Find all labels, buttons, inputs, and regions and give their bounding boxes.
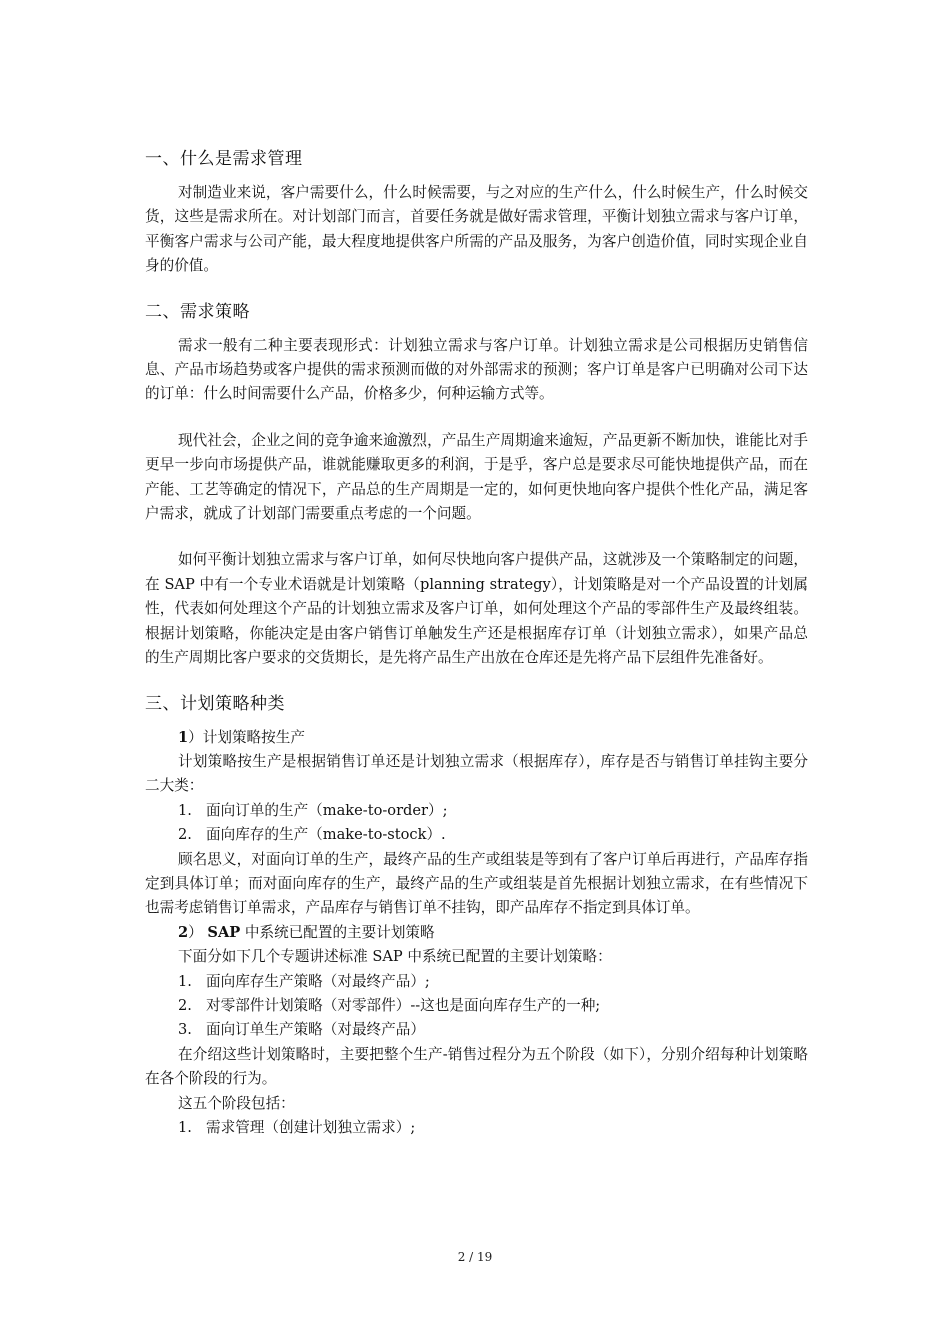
subsection-paren: ） bbox=[188, 923, 203, 941]
page-number: 2 / 19 bbox=[457, 1250, 493, 1264]
list-number: 1. bbox=[178, 801, 192, 819]
paragraph: 需求一般有二种主要表现形式：计划独立需求与客户订单。计划独立需求是公司根据历史销售信息、产品市场趋势或客户提供的需求预测而做的对外部需求的预测；客户订单是客户已明确对公司下达的订单：什么时间需要什么产品，价格多少，何种运输方式等。 bbox=[145, 336, 808, 403]
paragraph: 在介绍这些计划策略时，主要把整个生产-销售过程分为五个阶段（如下），分别介绍每种计划策略在各个阶段的行为。 bbox=[145, 1045, 808, 1088]
subsection-heading-1 bbox=[145, 726, 808, 750]
list-number: 1. bbox=[178, 1119, 192, 1136]
paragraph: 现代社会，企业之间的竞争逾来逾激烈，产品生产周期逾来逾短，产品更新不断加快，谁能比对手更早一步向市场提供产品，谁就能赚取更多的利润，于是乎，客户总是要求尽可能快地提供产品，而在产能、工艺等确定的情况下，产品总的生产周期是一定的，如何更快地向客户提供个性化产品，满足客户需求，就成了计划部门需要重点考虑的一个问题。 bbox=[145, 431, 808, 523]
list-text: 面向库存生产策略（对最终产品）; bbox=[206, 972, 430, 990]
list-text: 面向订单的生产（make-to-order）; bbox=[206, 801, 448, 819]
paragraph: 这五个阶段包括： bbox=[178, 1094, 295, 1112]
page-content bbox=[145, 146, 808, 1140]
section-heading-2: 二、需求策略 bbox=[145, 301, 250, 322]
list-number: 1. bbox=[178, 972, 192, 990]
paragraph: 下面分如下几个专题讲述标准 SAP 中系统已配置的主要计划策略： bbox=[178, 948, 612, 966]
paragraph: 顾名思义，对面向订单的生产，最终产品的生产或组装是等到有了客户订单后再进行，产品库存指定到具体订单；而对面向库存的生产，最终产品的生产或组装是首先根据计划独立需求，在有些情况下也需考虑销售订单需求，产品库存与销售订单不挂钩，即产品库存不指定到具体订单。 bbox=[145, 850, 808, 917]
list-item bbox=[145, 994, 808, 1018]
list-item bbox=[145, 1018, 808, 1042]
list-item bbox=[145, 823, 808, 847]
subsection-title: 中系统已配置的主要计划策略 bbox=[244, 923, 435, 941]
list-text: 面向库存的生产（make-to-stock）. bbox=[206, 826, 446, 844]
list-text: 需求管理（创建计划独立需求）; bbox=[206, 1119, 416, 1136]
paragraph: 对制造业来说，客户需要什么，什么时候需要，与之对应的生产什么，什么时候生产，什么时候交货，这些是需求所在。对计划部门而言，首要任务就是做好需求管理，平衡计划独立需求与客户订单，平衡客户需求与公司产能，最大程度地提供客户所需的产品及服务，为客户创造价值，同时实现企业自身的价值。 bbox=[145, 184, 808, 275]
list-number: 2. bbox=[178, 826, 192, 844]
subsection-title: ）计划策略按生产 bbox=[188, 728, 305, 746]
list-text: 面向订单生产策略（对最终产品） bbox=[206, 1021, 425, 1039]
list-item bbox=[145, 1116, 808, 1140]
subsection-sap: SAP bbox=[207, 923, 241, 941]
list-number: 2. bbox=[178, 996, 192, 1014]
list-text: 对零部件计划策略（对零部件）--这也是面向库存生产的一种; bbox=[206, 996, 601, 1014]
list-item bbox=[145, 970, 808, 994]
list-number: 3. bbox=[178, 1021, 192, 1039]
section-heading-1: 一、什么是需求管理 bbox=[145, 149, 303, 169]
subsection-number: 1 bbox=[178, 728, 189, 746]
subsection-number: 2 bbox=[178, 923, 189, 941]
paragraph: 计划策略按生产是根据销售订单还是计划独立需求（根据库存），库存是否与销售订单挂钩主要分二大类： bbox=[145, 752, 808, 795]
subsection-heading-2 bbox=[145, 921, 808, 945]
section-heading-3: 三、计划策略种类 bbox=[145, 693, 285, 714]
list-item bbox=[145, 799, 808, 823]
paragraph: 如何平衡计划独立需求与客户订单，如何尽快地向客户提供产品，这就涉及一个策略制定的问题，在 SAP 中有一个专业术语就是计划策略（planning strategy），计划策略是对一个产品设置的计划属性，代表如何处理这个产品的计划独立需求及客户订单，如何处理这个产品的零部件生产及最终组装。根据计划策略，你能决定是由客户销售订单触发生产还是根据库存订单（计划独立需求），如果产品总的生产周期比客户要求的交货期长，是先将产品生产出放在仓库还是先将产品下层组件先准备好。 bbox=[145, 551, 808, 667]
